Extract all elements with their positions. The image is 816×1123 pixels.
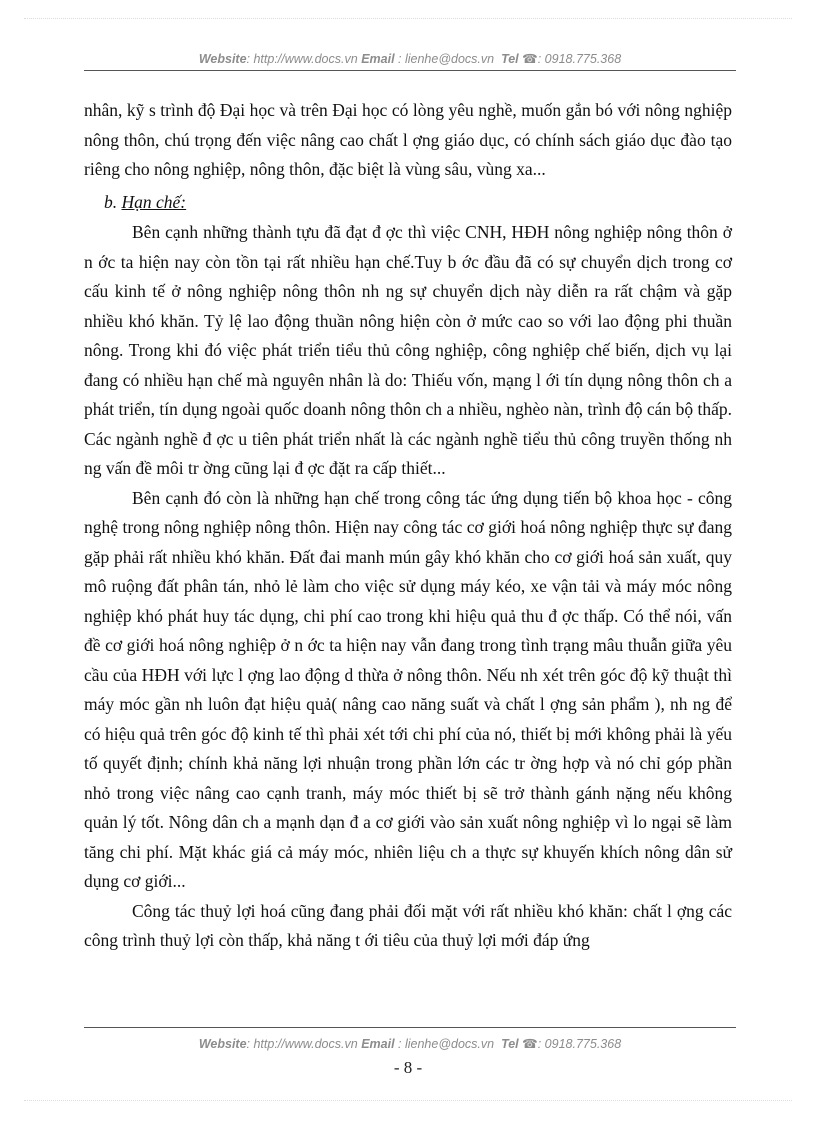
- header-divider: [84, 70, 736, 71]
- document-body: [84, 96, 732, 956]
- page-header: [84, 51, 736, 66]
- page-top-edge: [24, 18, 792, 19]
- page-footer: [84, 1036, 736, 1051]
- paragraph-3: Công tác thuỷ lợi hoá cũng đang phải đối mặt với rất nhiều khó khăn: chất l ợng các công trình thuỷ lợi còn thấp, khả năng t ới tiêu của thuỷ lợi mới đáp ứng: [84, 900, 732, 950]
- paragraph-2: Bên cạnh đó còn là những hạn chế trong công tác ứng dụng tiến bộ khoa học - công nghệ trong nông nghiệp nông thôn. Hiện nay công tác cơ giới hoá nông nghiệp thực sự đang gặp phải rất nhiều khó khăn. Đất đai manh mún gây khó khăn cho cơ giới hoá sản xuất, quy mô ruộng đất phân tán, nhỏ lẻ làm cho việc sử dụng máy kéo, xe vận tải và máy móc nông nghiệp khó phát huy tác dụng, chi phí cao trong khi hiệu quả thu đ ợc thấp. Có thể nói, vấn đề cơ giới hoá nông nghiệp ở n ớc ta hiện nay vẫn đang trong tình trạng mâu thuẫn giữa yêu cầu của HĐH với lực l ợng lao động d thừa ở nông thôn. Nếu nh xét trên góc độ kỹ thuật thì máy móc gần nh luôn đạt hiệu quả( nâng cao năng suất và chất l ợng sản phẩm ), nh ng để có hiệu quả trên góc độ kinh tế thì phải xét tới chi phí của nó, thiết bị mới không phải là yếu tố quyết định; chính khả năng lợi nhuận trong phần lớn các tr ờng hợp và nó chỉ góp phần nhỏ trong việc nâng cao cạnh tranh, máy móc thiết bị sẽ trở thành gánh nặng nếu không quản lý tốt. Nông dân ch a mạnh dạn đ a cơ giới vào sản xuất nông nghiệp vì lo ngại sẽ làm tăng chi phí. Mặt khác giá cả máy móc, nhiên liệu ch a thực sự khuyến khích nông dân sử dụng cơ giới...: [84, 487, 732, 891]
- continuation-paragraph: nhân, kỹ s trình độ Đại học và trên Đại học có lòng yêu nghề, muốn gắn bó với nông nghiệp nông thôn, chú trọng đến việc nâng cao chất l ợng giáo dục, có chính sách giáo dục đào tạo riêng cho nông nghiệp, nông thôn, đặc biệt là vùng sâu, vùng xa...: [84, 100, 732, 179]
- footer-tel-label: Tel: [501, 1037, 519, 1051]
- header-website-url[interactable]: : http://www.docs.vn: [246, 52, 358, 66]
- page-number: - 8 -: [393, 1058, 423, 1077]
- subheading-text: Hạn chế:: [121, 191, 187, 212]
- footer-website-label: Website: [198, 1037, 247, 1051]
- footer-tel-value: : 0918.775.368: [537, 1037, 622, 1051]
- footer-email-label: Email: [361, 1037, 395, 1051]
- header-tel-label: Tel: [501, 52, 519, 66]
- header-email-label: Email: [361, 52, 395, 66]
- page-bottom-edge: [24, 1100, 792, 1101]
- footer-email-value[interactable]: : lienhe@docs.vn: [398, 1037, 495, 1051]
- footer-website-url[interactable]: : http://www.docs.vn: [246, 1037, 358, 1051]
- phone-icon: ☎: [522, 1037, 538, 1051]
- phone-icon: ☎: [522, 52, 538, 66]
- header-email-value[interactable]: : lienhe@docs.vn: [398, 52, 495, 66]
- header-tel-value: : 0918.775.368: [537, 52, 622, 66]
- paragraph-1: Bên cạnh những thành tựu đã đạt đ ợc thì việc CNH, HĐH nông nghiệp nông thôn ở n ớc ta hiện nay còn tồn tại rất nhiều hạn chế.Tuy b ớc đầu đã có sự chuyển dịch trong cơ cấu kinh tế ở nông nghiệp nông thôn nh ng sự chuyển dịch này diễn ra rất chậm và gặp nhiều khó khăn. Tỷ lệ lao động thuần nông hiện còn ở mức cao so với lao động phi thuần nông. Trong khi đó việc phát triển tiểu thủ công nghiệp, công nghiệp chế biến, dịch vụ lại đang có nhiều hạn chế mà nguyên nhân là do: Thiếu vốn, mạng l ới tín dụng nông thôn ch a phát triển, tín dụng ngoài quốc doanh nông thôn ch a nhiều, nghèo nàn, trình độ cán bộ thấp. Các ngành nghề đ ợc u tiên phát triển nhất là các ngành nghề tiểu thủ công truyền thống nh ng vấn đề môi tr ờng cũng lại đ ợc đặt ra cấp thiết...: [84, 222, 732, 478]
- subheading-prefix: b.: [104, 191, 122, 212]
- footer-divider: [84, 1027, 736, 1028]
- header-website-label: Website: [198, 52, 247, 66]
- section-subheading: [84, 188, 732, 218]
